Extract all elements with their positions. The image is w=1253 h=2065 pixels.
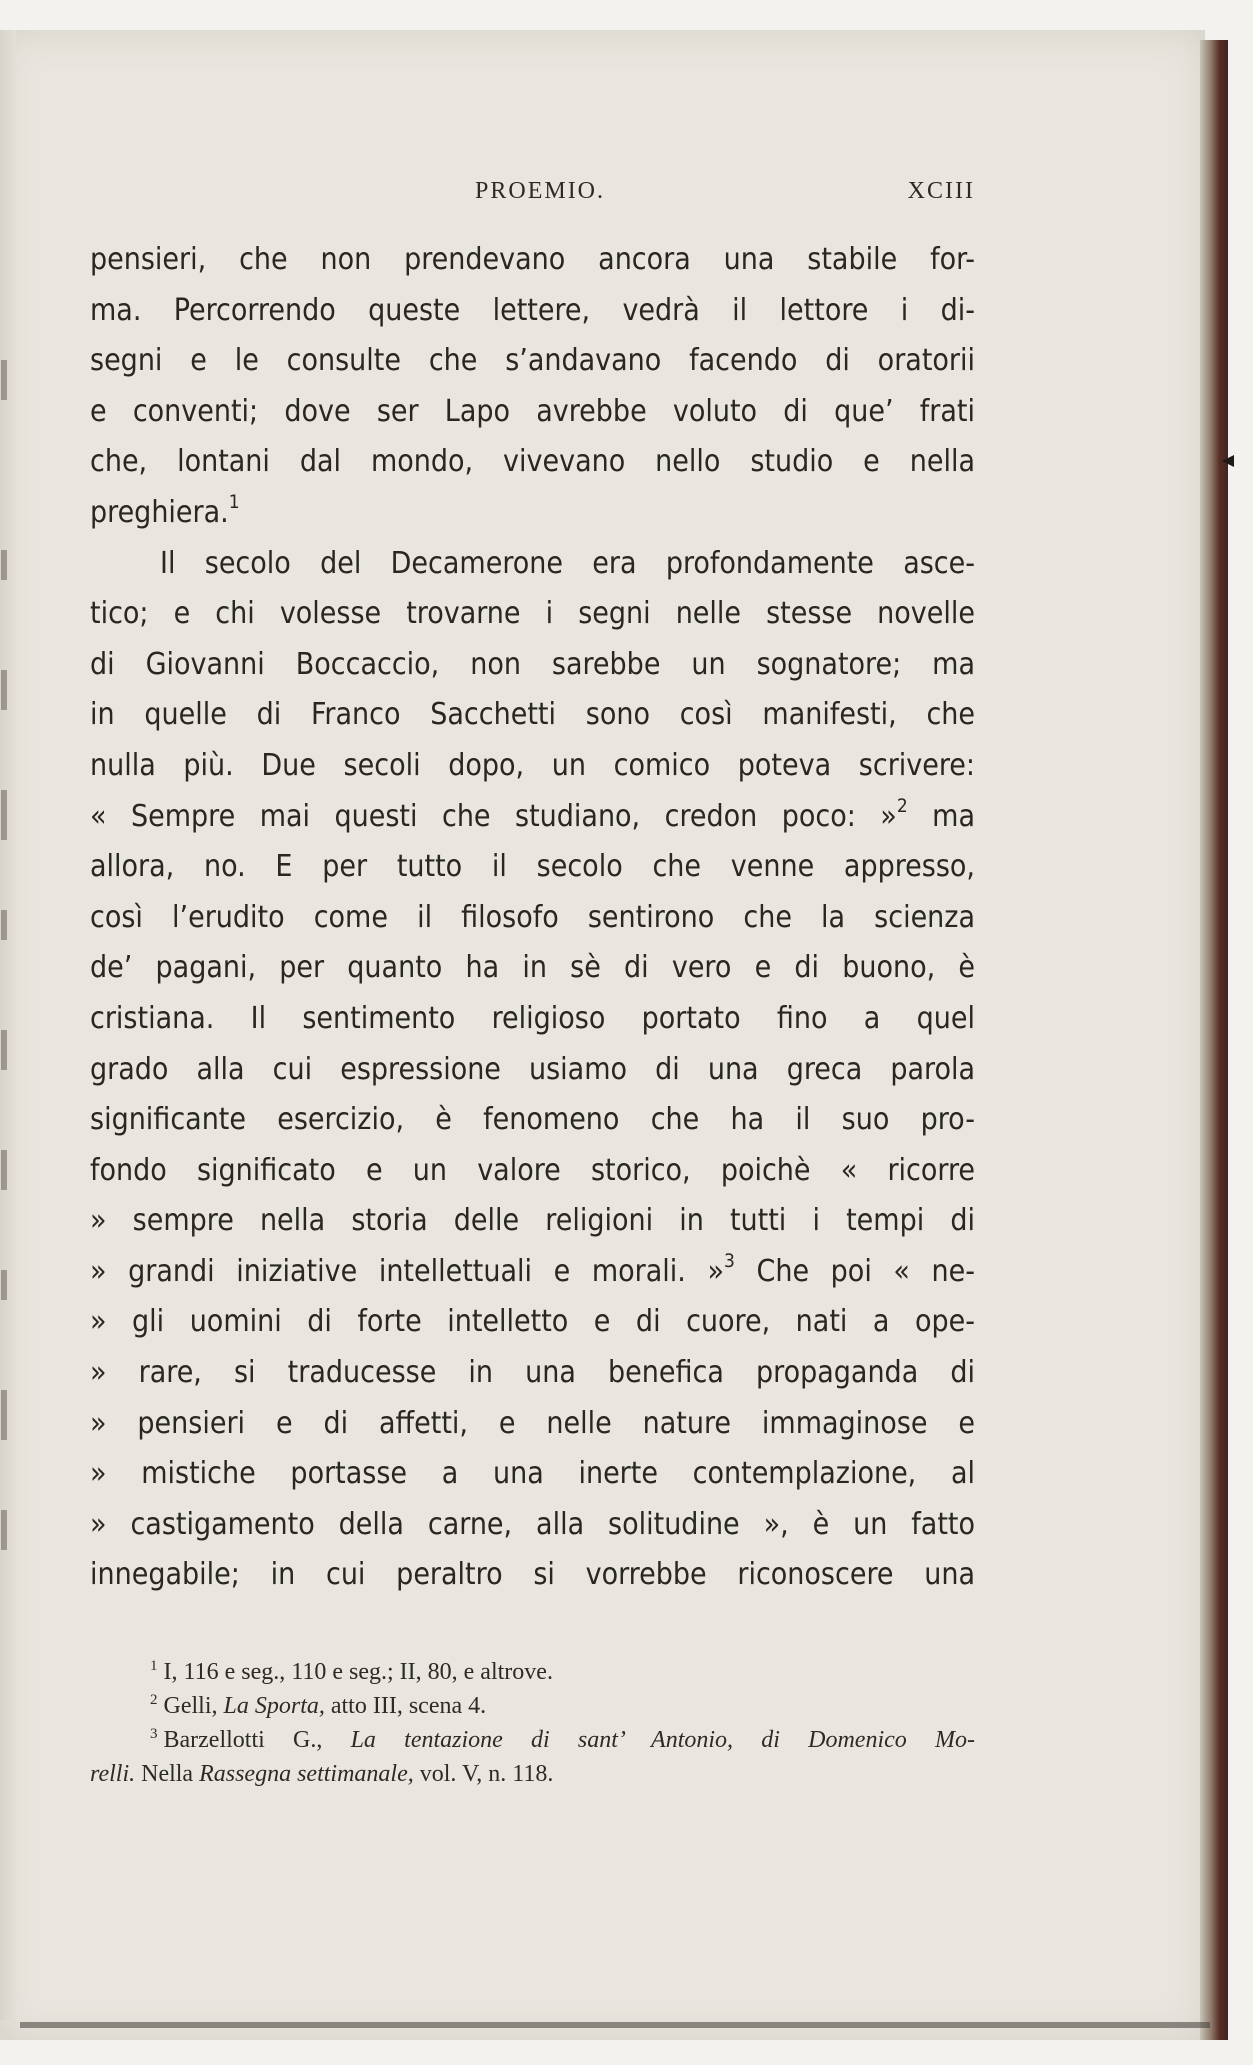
footnote: $^2$ Gelli, La Sporta, atto III, scena 4.	[150, 1692, 487, 1719]
bookmark-marker	[1222, 455, 1234, 467]
text-line: » castigamento della carne, alla solitudine », è un fatto	[90, 1506, 975, 1542]
text-line: fondo significato e un valore storico, poichè « ricorre	[90, 1152, 975, 1188]
footnote: relli. Nella Rassegna settimanale, vol. V, n. 118.	[90, 1761, 554, 1787]
footnote: $^1$ I, 116 e seg., 110 e seg.; II, 80, e altrove.	[150, 1658, 553, 1685]
running-head	[90, 178, 975, 208]
text-line: così l’erudito come il filosofo sentirono che la scienza	[90, 899, 975, 935]
text-line: » mistiche portasse a una inerte contemplazione, al	[90, 1456, 975, 1492]
text-line: preghiera.$^1$	[90, 490, 240, 530]
text-line: ma. Percorrendo queste lettere, vedrà il lettore i di-	[90, 292, 975, 328]
text-line: allora, no. E per tutto il secolo che venne appresso,	[90, 849, 975, 885]
footnotes	[90, 1655, 975, 1791]
book-binding	[1200, 40, 1228, 2040]
text-line: » gli uomini di forte intelletto e di cuore, nati a ope-	[90, 1304, 975, 1340]
text-line: « Sempre mai questi che studiano, credon poco: »$^2$ ma	[90, 794, 975, 834]
footnote-ref: 2	[896, 794, 908, 817]
footnote-mark: 1	[150, 1658, 158, 1674]
body-text	[90, 235, 975, 1601]
text-line: che, lontani dal mondo, vivevano nello studio e nella	[90, 444, 975, 480]
text-line: e conventi; dove ser Lapo avrebbe voluto di que’ frati	[90, 393, 975, 429]
text-line: » grandi iniziative intellettuali e morali. »$^3$ Che poi « ne-	[90, 1249, 976, 1289]
text-line: » sempre nella storia delle religioni in tutti i tempi di	[90, 1203, 975, 1239]
text-line: cristiana. Il sentimento religioso portato fino a quel	[90, 1000, 975, 1036]
page-bottom-edge	[20, 2022, 1210, 2028]
footnote-mark: 2	[150, 1692, 158, 1708]
text-line: segni e le consulte che s’andavano facendo di oratorii	[90, 343, 975, 379]
text-line: » pensieri e di affetti, e nelle nature immaginose e	[90, 1405, 975, 1441]
text-line: significante esercizio, è fenomeno che ha il suo pro-	[90, 1102, 975, 1138]
text-line: pensieri, che non prendevano ancora una stabile for-	[90, 242, 975, 277]
text-line: tico; e chi volesse trovarne i segni nelle stesse novelle	[90, 596, 975, 632]
text-line: di Giovanni Boccaccio, non sarebbe un sognatore; ma	[90, 646, 975, 682]
running-head-title: PROEMIO.	[475, 178, 606, 204]
facing-page-edge	[0, 30, 16, 2020]
text-line: innegabile; in cui peraltro si vorrebbe riconoscere una	[90, 1557, 975, 1593]
footnote-mark: 3	[150, 1726, 158, 1742]
footnote-ref: 1	[228, 490, 240, 513]
text-line: » rare, si traducesse in una benefica propaganda di	[90, 1355, 975, 1391]
footnote-ref: 3	[724, 1249, 735, 1272]
page-number: XCIII	[907, 178, 975, 204]
text-line: de’ pagani, per quanto ha in sè di vero e di buono, è	[90, 950, 975, 986]
text-line: Il secolo del Decamerone era profondamente asce-	[160, 545, 975, 581]
footnote: $^3$ Barzellotti G., La tentazione di sant’ Antonio, di Domenico Mo-	[150, 1726, 975, 1753]
text-line: in quelle di Franco Sacchetti sono così manifesti, che	[90, 697, 975, 733]
text-line: nulla più. Due secoli dopo, un comico poteva scrivere:	[90, 747, 975, 783]
text-line: grado alla cui espressione usiamo di una greca parola	[90, 1051, 975, 1087]
